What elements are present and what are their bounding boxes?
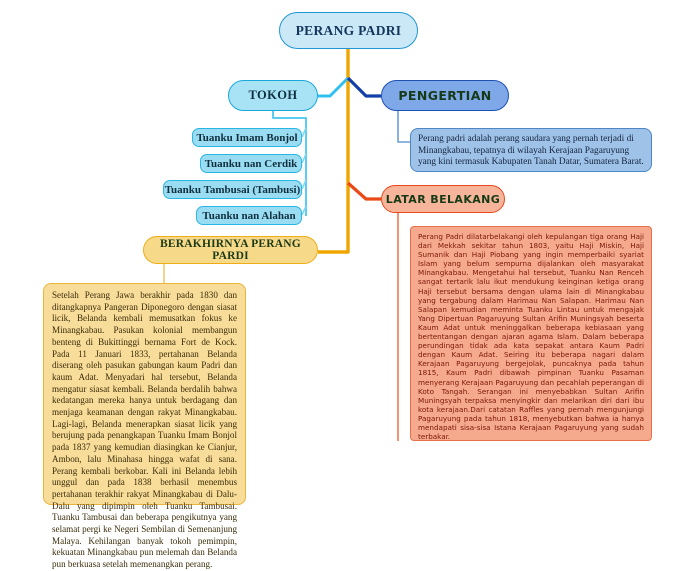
edge-root-to-tokoh: [318, 78, 348, 96]
node-branch-latar-belakang[interactable]: [381, 185, 505, 213]
node-tokoh-child-imam-bonjol[interactable]: [192, 128, 302, 147]
node-pengertian-label: PENGERTIAN: [398, 88, 492, 103]
edge-pengertian-to-note: [398, 111, 410, 142]
node-tokoh-child-label: Tuanku Tambusai (Tambusi): [164, 183, 301, 196]
edge-tokoh-child-3: [302, 180, 306, 189]
node-tokoh-label: TOKOH: [248, 88, 298, 102]
node-tokoh-child-nan-alahan[interactable]: [196, 206, 302, 225]
node-latar-label: LATAR BELAKANG: [385, 192, 501, 206]
node-root-label: PERANG PADRI: [295, 22, 402, 38]
edge-tokoh-child-2: [302, 154, 306, 163]
node-branch-pengertian[interactable]: [381, 80, 509, 111]
node-tokoh-child-label: Tuanku nan Alahan: [202, 209, 296, 222]
edge-root-to-pengertian: [348, 78, 381, 96]
note-pengertian: Perang padri adalah perang saudara yang pernah terjadi di Minangkabau, tepatnya di wilayah Kerajaan Pagaruyung yang kini termasuk Kabupaten Tanah Datar, Sumatera Barat.: [410, 128, 652, 172]
note-latar-belakang: Perang Padri dilatarbelakangi oleh kepulangan tiga orang Haji dari Mekkah sekitar tahun 1803, yaitu Haji Miskin, Haji Sumanik dan Haji Piobang yang ingin memperbaiki syariat Islam yang belum sempurna dijalankan oleh masyarakat Minangkabau. Mengetahui hal tersebut, Tuanku Nan Renceh sangat tertarik lalu ikut mendukung keinginan ketiga orang Haji tersebut bersama dengan ulama lain di Minangkabau yang tergabung dalam Harimau Nan Salapan. Harimau Nan Salapan kemudian meminta Tuanku Lintau untuk mengajak Yang Dipertuan Pagaruyung Sultan Arifin Muningsyah beserta Kaum Adat untuk meninggalkan beberapa kebiasaan yang bertentangan dengan ajaran agama Islam. Dalam beberapa perundingan tidak ada kata sepakat antara Kaum Padri dengan Kaum Adat. Seiring itu beberapa nagari dalam Kerajaan Pagaruyung bergejolak, puncaknya pada tahun 1815, Kaum Padri dibawah pimpinan Tuanku Pasaman menyerang Kerajaan Pagaruyung dan pecahlah peperangan di Koto Tangah. Serangan ini menyebabkan Sultan Arifin Muningsyah terpaksa menyingkir dan melarikan diri dari ibu kota kerajaan.Dari catatan Raffles yang pernah mengunjungi Pagaruyung pada tahun 1818, menyebutkan bahwa ia hanya mendapati sisa-sisa Istana Kerajaan Pagaruyung yang sudah terbakar.: [410, 226, 652, 441]
node-branch-berakhirnya[interactable]: [143, 236, 318, 264]
edge-tokoh-child-4: [302, 206, 306, 215]
node-berakhirnya-label: BERAKHIRNYA PERANG PARDI: [160, 238, 301, 262]
node-branch-tokoh[interactable]: [228, 80, 318, 111]
edge-tokoh-child-1: [302, 128, 306, 137]
node-tokoh-child-label: Tuanku nan Cerdik: [204, 157, 298, 170]
node-tokoh-child-tambusai[interactable]: [163, 180, 302, 199]
note-berakhirnya: Setelah Perang Jawa berakhir pada 1830 dan ditangkapnya Pangeran Diponegoro dengan siasat licik, Belanda kembali memusatkan fokus ke Minangkabau. Pasukan kolonial membangun benteng di Bukittinggi bernama Fort de Kock. Pada 11 Januari 1833, pertahanan Belanda diserang oleh pasukan gabungan kaum Padri dan kaum Adat. Menyadari hal tersebut, Belanda mengatur siasat kembali. Belanda berdalih bahwa kedatangan mereka hanya untuk berdagang dan menjaga keamanan dengan rakyat Minangkabau. Lagi-lagi, Belanda menerapkan siasat licik yang berujung pada penangkapan Tuanku Imam Bonjol pada 1837 yang kemudian diasingkan ke Cianjur, Ambon, lalu Minahasa hingga wafat di sana. Perang kembali berkobar. Kali ini Belanda lebih unggul dan pada 1838 berhasil menembus pertahanan terakhir rakyat Minangkabau di Dalu-Dalu yang dipimpin oleh Tuanku Tambusai. Tuanku Tambusai dan beberapa pengikutnya yang selamat pergi ke Negeri Sembilan di Semenanjung Malaya. Kehilangan banyak tokoh pemimpin, kekuatan Minangkabau pun melemah dan Belanda pun berkuasa setelah memenangkan perang.: [43, 283, 246, 505]
node-tokoh-child-label: Tuanku Imam Bonjol: [196, 131, 298, 144]
edge-root-to-latar: [348, 183, 381, 199]
edge-root-to-berakhirnya: [318, 49, 348, 252]
node-tokoh-child-nan-cerdik[interactable]: [200, 154, 302, 173]
node-root-perang-padri[interactable]: [279, 12, 418, 49]
